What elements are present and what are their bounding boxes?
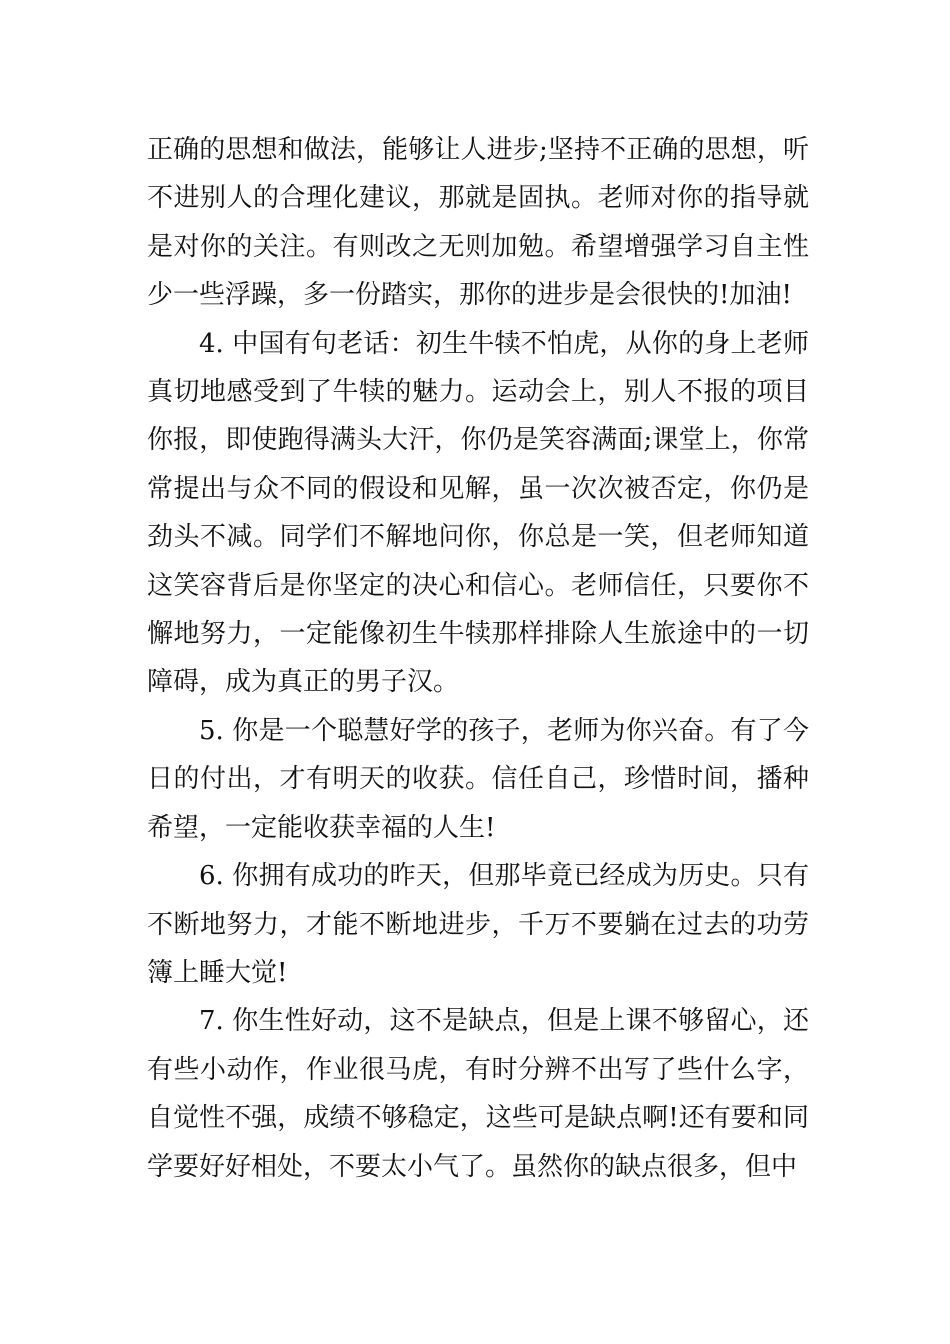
paragraph-item-7: 7. 你生性好动，这不是缺点，但是上课不够留心，还有些小动作，作业很马虎，有时分辨不出写了些什么字，自觉性不强，成绩不够稳定，这些可是缺点啊!还有要和同学要好好相处，不要太小气了。虽然你的缺点很多，但中 (147, 1006, 809, 1182)
paragraph-item-6: 6. 你拥有成功的昨天，但那毕竟已经成为历史。只有不断地努力，才能不断地进步，千万不要躺在过去的功劳簿上睡大觉! (147, 861, 809, 988)
paragraph-item-4: 4. 中国有句老话：初生牛犊不怕虎，从你的身上老师真切地感受到了牛犊的魅力。运动会上，别人不报的项目你报，即使跑得满头大汗，你仍是笑容满面;课堂上，你常常提出与众不同的假设和见解，虽一次次被否定，你仍是劲头不减。同学们不解地问你，你总是一笑，但老师知道这笑容背后是你坚定的决心和信心。老师信任，只要你不懈地努力，一定能像初生牛犊那样排除人生旅途中的一切障碍，成为真正的男子汉。 (147, 328, 809, 698)
paragraph-continuation: 正确的思想和做法，能够让人进步;坚持不正确的思想，听不进别人的合理化建议，那就是固执。老师对你的指导就是对你的关注。有则改之无则加勉。希望增强学习自主性少一些浮躁，多一份踏实，那你的进步是会很快的!加油! (147, 135, 809, 311)
document-body (147, 126, 809, 1191)
paragraph-item-5: 5. 你是一个聪慧好学的孩子，老师为你兴奋。有了今日的付出，才有明天的收获。信任自己，珍惜时间，播种希望，一定能收获幸福的人生! (147, 715, 809, 843)
